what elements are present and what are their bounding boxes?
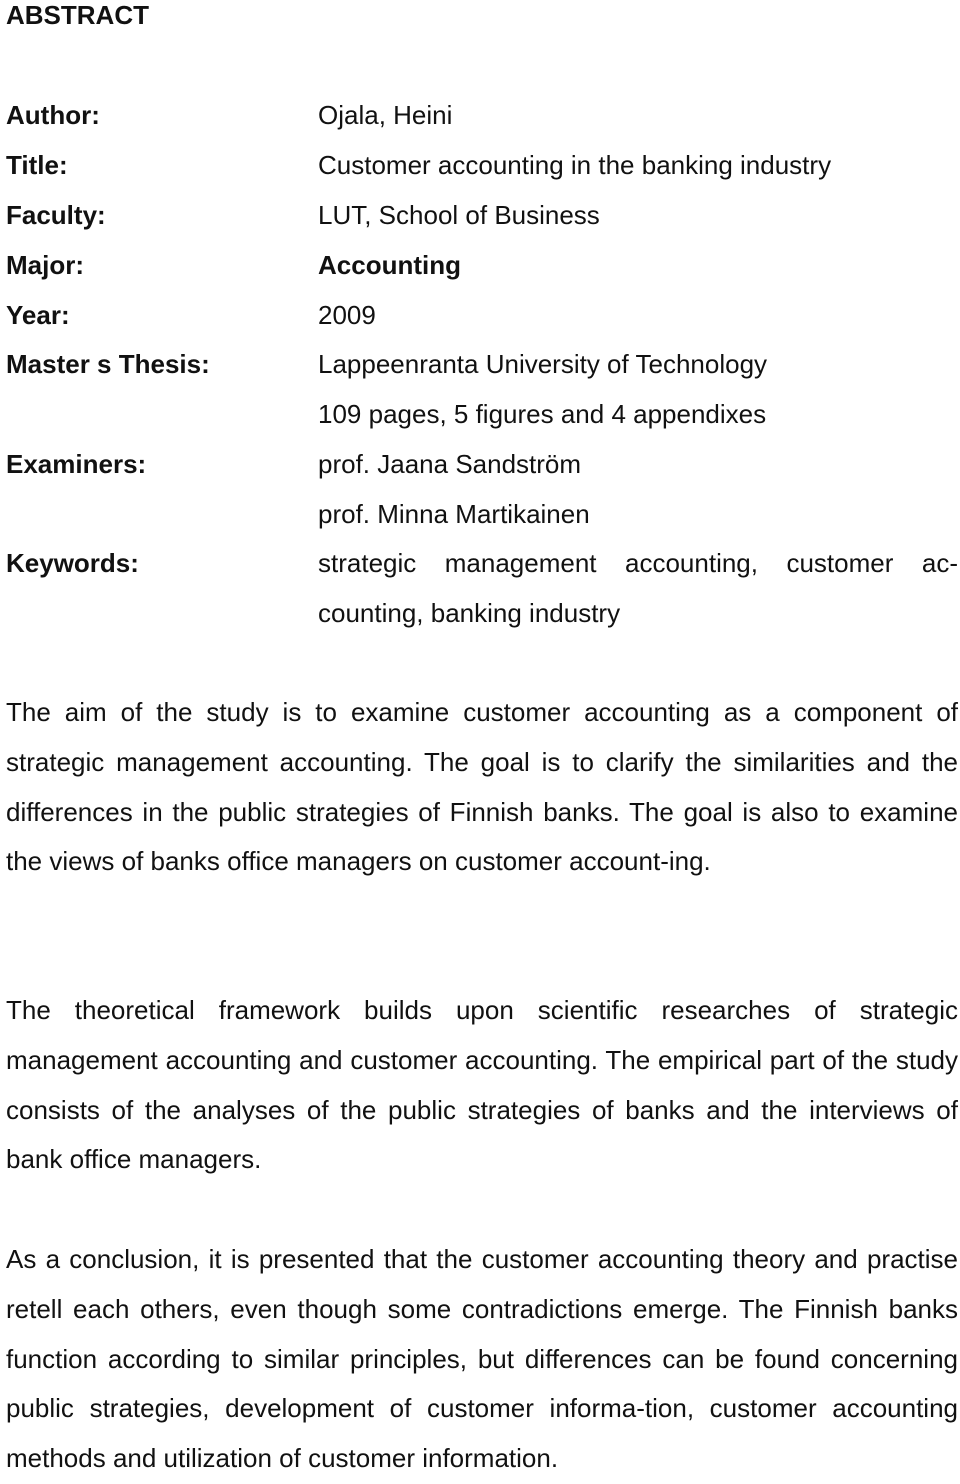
major-value: Accounting (318, 249, 461, 280)
examiners-row (6, 440, 958, 490)
keywords-label: Keywords: (6, 548, 139, 579)
examiner-first: prof. Jaana Sandström (318, 448, 582, 479)
author-value: Ojala, Heini (318, 100, 453, 131)
year-row (6, 290, 958, 340)
year-value: 2009 (318, 299, 376, 330)
major-row (6, 240, 958, 290)
title-row (6, 141, 958, 191)
abstract-paragraph-framework: The theoretical framework builds upon scientific researches of strategic management accounting and customer accounting. The empirical part of the study consists of the analyses of the public strategies of banks and the interviews of bank office managers. (6, 995, 958, 1175)
abstract-paragraph-conclusion: As a conclusion, it is presented that the customer accounting theory and practise retell each others, even though some contradictions emerge. The Finnish banks function according to similar principles, but differences can be found concerning public strategies, development of customer informa-tion, customer accounting methods and utilization of customer information. (6, 1244, 958, 1474)
faculty-row (6, 191, 958, 241)
abstract-heading: ABSTRACT (6, 0, 149, 30)
author-row (6, 91, 958, 141)
keywords-row (6, 539, 958, 639)
examiner-second: prof. Minna Martikainen (318, 498, 590, 529)
thesis-extent-row (6, 390, 958, 440)
examiners-label: Examiners: (6, 448, 147, 479)
faculty-label: Faculty: (6, 199, 106, 230)
faculty-value: LUT, School of Business (318, 199, 600, 230)
examiners-second-row (6, 489, 958, 539)
abstract-paragraph-aim: The aim of the study is to examine customer accounting as a component of strategic management accounting. The goal is to clarify the similarities and the differences in the public strategies of Finnish banks. The goal is also to examine the views of banks office managers on customer account-ing. (6, 697, 958, 877)
keywords-value: strategic management accounting, customer ac-counting, banking industry (318, 548, 958, 628)
thesis-extent: 109 pages, 5 figures and 4 appendixes (318, 399, 767, 430)
metadata-table (6, 91, 958, 639)
title-label: Title: (6, 150, 68, 181)
major-label: Major: (6, 249, 84, 280)
thesis-label: Master s Thesis: (6, 349, 210, 380)
title-value: Customer accounting in the banking industry (318, 150, 832, 181)
author-label: Author: (6, 100, 100, 131)
thesis-row (6, 340, 958, 390)
thesis-university: Lappeenranta University of Technology (318, 349, 768, 380)
document-page (6, 0, 958, 1477)
year-label: Year: (6, 299, 70, 330)
